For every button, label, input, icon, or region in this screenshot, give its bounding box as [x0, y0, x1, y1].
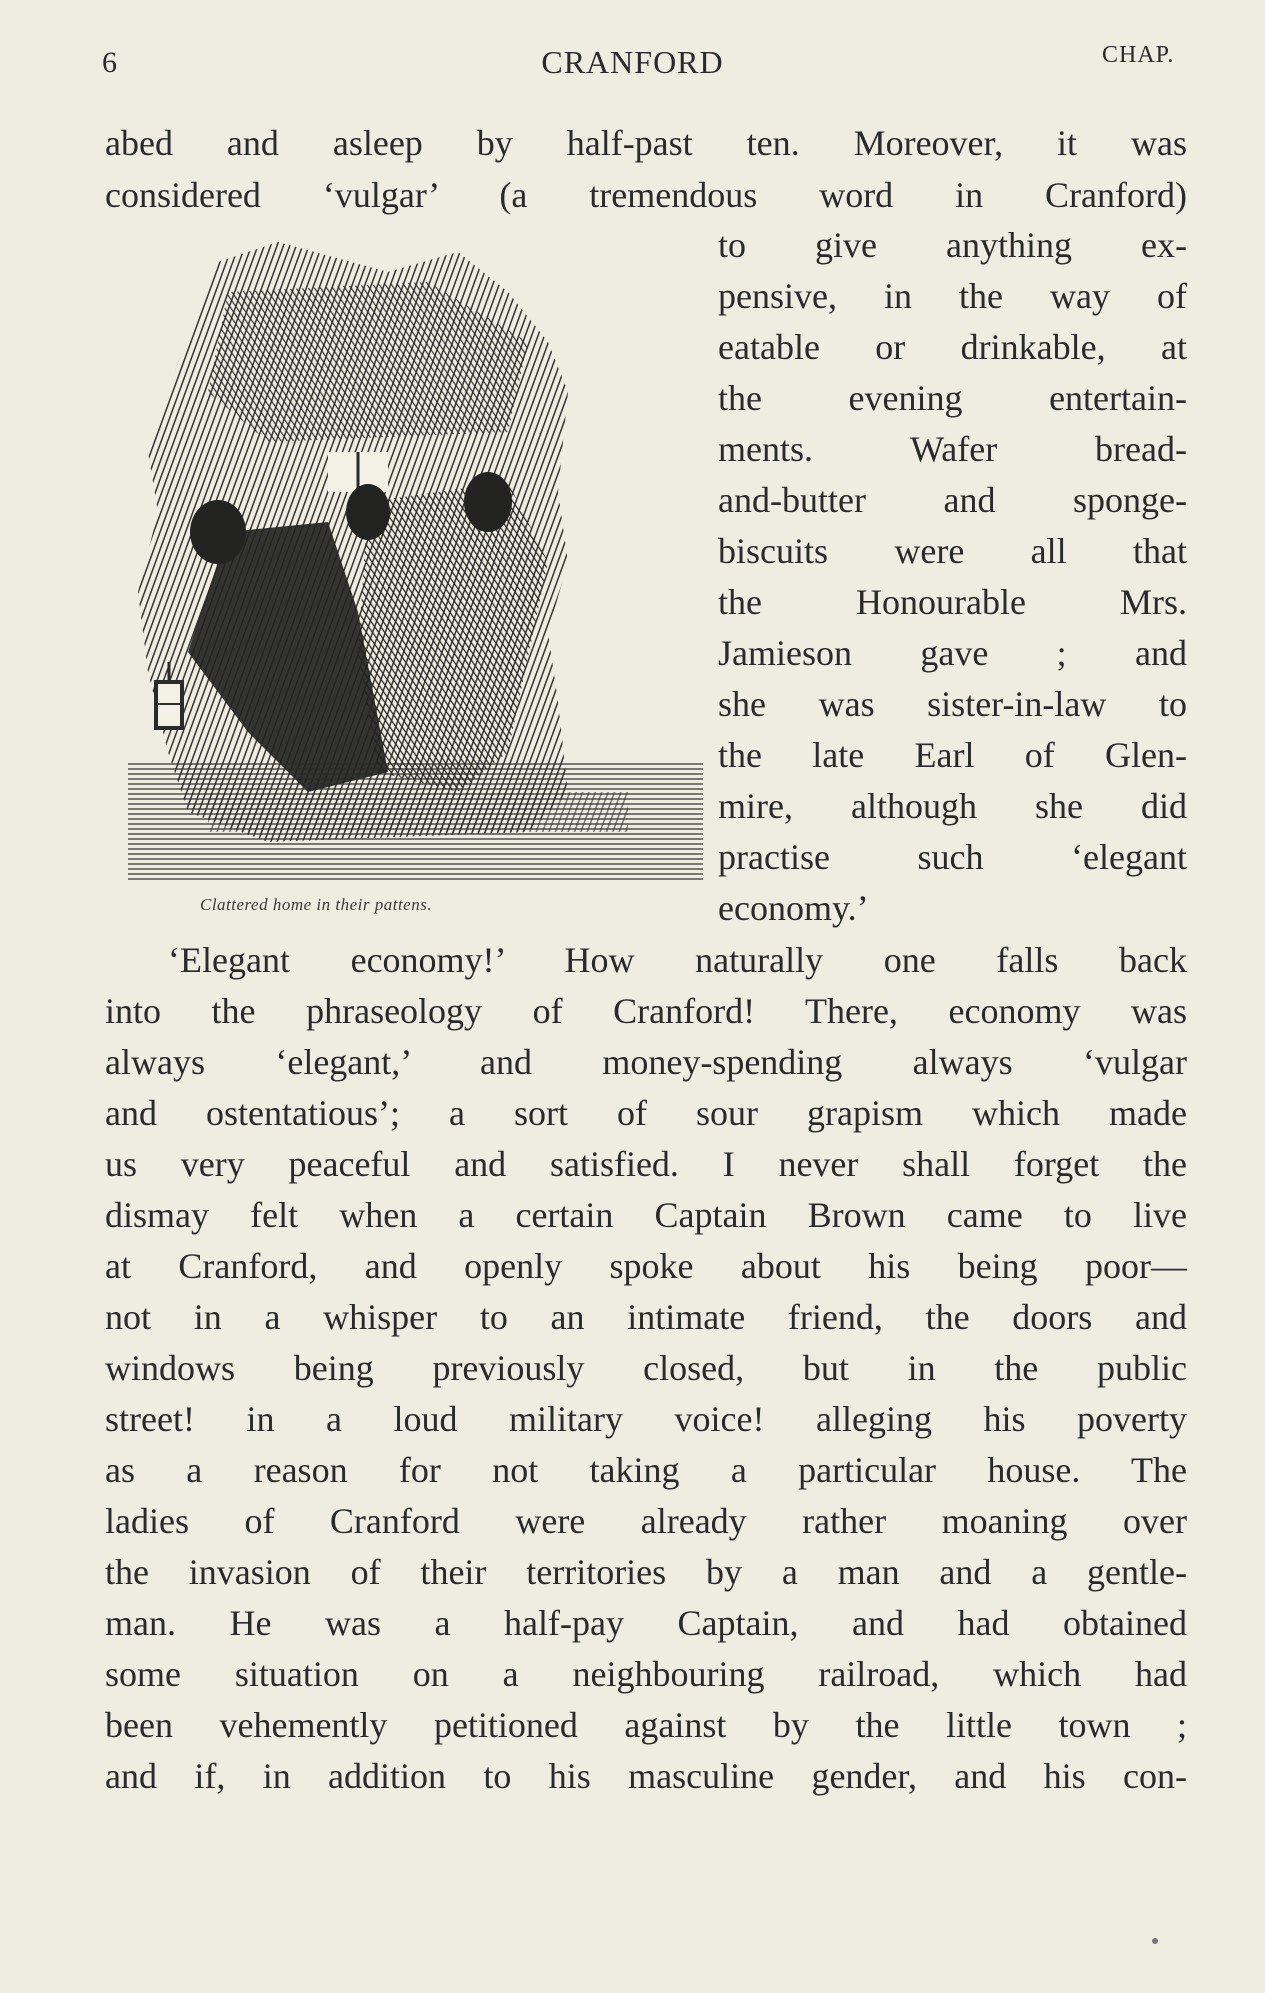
- text-line: at Cranford, and openly spoke about his being poor—: [105, 1246, 1187, 1286]
- illustration: [128, 232, 703, 882]
- text-line: dismay felt when a certain Captain Brown came to live: [105, 1195, 1187, 1235]
- text-line: she was sister-in-law to: [718, 684, 1187, 724]
- text-line: and if, in addition to his masculine gender, and his con-: [105, 1756, 1187, 1796]
- text-line: the late Earl of Glen-: [718, 735, 1187, 775]
- running-title: CRANFORD: [541, 44, 724, 80]
- ink-speck: [1152, 1938, 1158, 1944]
- text-line: not in a whisper to an intimate friend, the doors and: [105, 1297, 1187, 1337]
- text-line: mire, although she did: [718, 786, 1187, 826]
- text-line: always ‘elegant,’ and money-spending always ‘vulgar: [105, 1042, 1187, 1082]
- running-head: [0, 42, 1265, 82]
- text-line: and ostentatious’; a sort of sour grapism which made: [105, 1093, 1187, 1133]
- text-line: ‘Elegant economy!’ How naturally one falls back: [168, 940, 1187, 980]
- text-line: man. He was a half-pay Captain, and had obtained: [105, 1603, 1187, 1643]
- text-line: street! in a loud military voice! alleging his poverty: [105, 1399, 1187, 1439]
- text-line: considered ‘vulgar’ (a tremendous word in Cranford): [105, 175, 1187, 215]
- text-line: eatable or drinkable, at: [718, 327, 1187, 367]
- text-line: practise such ‘elegant: [718, 837, 1187, 877]
- text-line: windows being previously closed, but in the public: [105, 1348, 1187, 1388]
- text-line: biscuits were all that: [718, 531, 1187, 571]
- page-number: 6: [102, 46, 117, 79]
- text-line: into the phraseology of Cranford! There, economy was: [105, 991, 1187, 1031]
- text-line: some situation on a neighbouring railroad, which had: [105, 1654, 1187, 1694]
- text-line: us very peaceful and satisfied. I never shall forget the: [105, 1144, 1187, 1184]
- text-line: pensive, in the way of: [718, 276, 1187, 316]
- text-line: been vehemently petitioned against by the little town ;: [105, 1705, 1187, 1745]
- figure-caption: Clattered home in their pattens.: [200, 895, 433, 914]
- text-line: the invasion of their territories by a man and a gentle-: [105, 1552, 1187, 1592]
- text-line: as a reason for not taking a particular house. The: [105, 1450, 1187, 1490]
- text-line: economy.’: [718, 888, 869, 928]
- chapter-label: CHAP.: [1102, 42, 1175, 68]
- text-line: to give anything ex-: [718, 225, 1187, 265]
- text-line: and-butter and sponge-: [718, 480, 1187, 520]
- text-line: ladies of Cranford were already rather moaning over: [105, 1501, 1187, 1541]
- text-line: the evening entertain-: [718, 378, 1187, 418]
- text-line: the Honourable Mrs.: [718, 582, 1187, 622]
- text-line: abed and asleep by half-past ten. Moreover, it was: [105, 123, 1187, 163]
- text-line: Jamieson gave ; and: [718, 633, 1187, 673]
- text-line: ments. Wafer bread-: [718, 429, 1187, 469]
